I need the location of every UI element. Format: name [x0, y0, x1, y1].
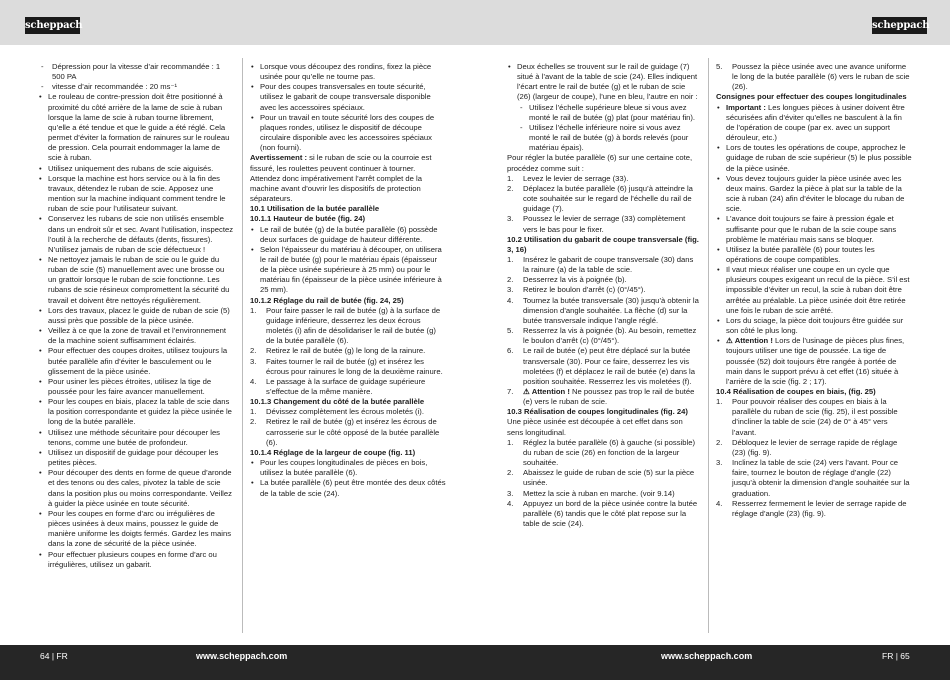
attention-label: ⚠ Attention ! [523, 387, 570, 396]
list-item: • Pour les coupes en forme d’arc ou irrégulières de pièces usinées à deux mains, poussez le guide de manière uniforme les doigts fermés. Gardez les mains dans la zone de sécurité de la pièce usinée. [38, 509, 234, 550]
list-item: • Vous devez toujours guider la pièce usinée avec les deux mains. Gardez la pièce à plat sur la table de la scie à ruban (24) afin d’éviter le blocage du ruban de scie. [716, 174, 912, 215]
section-heading-10-3: 10.3 Réalisation de coupes longitudinales (fig. 24) [507, 407, 688, 417]
section-heading-10-1-2: 10.1.2 Réglage du rail de butée (fig. 24, 25) [250, 295, 404, 305]
list-item: • Utilisez un dispositif de guidage pour découper les petites pièces. [38, 448, 234, 468]
numbered-list [507, 174, 700, 235]
list-item: • Lorsque vous découpez des rondins, fixez la pièce usinée pour qu’elle ne tourne pas. [250, 62, 446, 82]
list-item: 2. Retirez le rail de butée (g) le long de la rainure. [250, 346, 426, 356]
list-item: 3. Inclinez la table de scie (24) vers l’avant. Pour ce faire, tournez le bouton de réglage d’angle (22) jusqu’à obtenir la dimension d’angle souhaitée sur la graduation. [716, 458, 910, 498]
column-3 [507, 62, 700, 529]
section-heading-10-1-1: 10.1.1 Hauteur de butée (fig. 24) [250, 214, 366, 224]
list-item: • Lors du sciage, la pièce doit toujours être guidée sur son côté le plus long. [716, 316, 912, 336]
list-item: 3. Retirez le boulon d’arrêt (c) (0°/45°). [507, 285, 646, 295]
list-item: • Pour effectuer plusieurs coupes en forme d’arc ou irrégulières, utilisez un gabarit. [38, 550, 234, 570]
numbered-list [250, 407, 446, 448]
column-divider [708, 58, 709, 633]
column-4 [716, 62, 912, 519]
list-item: • Deux échelles se trouvent sur le rail de guidage (7) situé à l’avant de la table de scie (24). Elles indiquent l’écart entre le rail de butée (g) et le ruban de scie (26) (largeur de coupe), l’une en bleu, l’autre en noir : [507, 62, 700, 103]
list-item: • Pour un travail en toute sécurité lors des coupes de plaques rondes, utilisez le dispositif de découpe circulaire disponible avec les accessoires spéciaux (non fourni). [250, 113, 446, 154]
section-heading-long-cuts: Consignes pour effectuer des coupes longitudinales [716, 92, 907, 102]
list-item: 2. Desserrez la vis à poignée (b). [507, 275, 627, 285]
list-item: • Lors de toutes les opérations de coupe, approchez le guidage de ruban de scie supérieur (5) le plus possible de la pièce usinée. [716, 143, 912, 173]
list-item: 4. Le passage à la surface de guidage supérieure s’effectue de la même manière. [250, 376, 426, 396]
list-item: • Selon l’épaisseur du matériau à découper, on utilisera le rail de butée (g) pour le matériau épais (épaisseur de la pièce usinée supérieure à 25 mm) ou pour le matériau fin (épaisseur de la pièce usinée inférieure à 25 mm). [250, 245, 446, 296]
list-item: • Pour les coupes longitudinales de pièces en bois, utilisez la butée parallèle (6). [250, 458, 446, 478]
bullet-list [250, 458, 446, 499]
header-bar [0, 0, 950, 45]
attention-label: ⚠ Attention ! [726, 336, 773, 346]
list-item: 7. ⚠ Attention ! Ne poussez pas trop le rail de butée (e) vers le ruban de scie. [507, 387, 695, 407]
list-item: • Pour les coupes en biais, placez la table de scie dans la position correspondante et guidez la pièce usinée le long de la butée parallèle. [38, 397, 234, 427]
section-heading-10-4: 10.4 Réalisation de coupes en biais, (fig. 25) [716, 387, 876, 396]
list-item: • Le rouleau de contre-pression doit être positionné à proximité du côté arrière de la lame de scie à ruban lorsque la lame de scie à ruban tourne librement, qu’elle a été tendue et que le guide a été réglé. Cela permet d’éviter la formation de rainures sur le rouleau de pression. Cela pourrait endommager la lame de scie à ruban. [38, 92, 234, 163]
list-item: 3. Mettez la scie à ruban en marche. (voir 9.14) [507, 488, 675, 498]
list-item: • Pour usiner les pièces étroites, utilisez la tige de poussée pour les faire avancer manuellement. [38, 377, 234, 397]
list-item: 4. Tournez la butée transversale (30) jusqu’à obtenir la dimension d’angle souhaitée. La flèche (d) sur la butée transversale indique l’angle réglé. [507, 295, 699, 325]
list-item: • Veillez à ce que la zone de travail et l’environnement de la machine soient suffisamment éclairés. [38, 326, 234, 346]
list-item: • Utilisez une méthode sécuritaire pour découper les tenons, comme une butée de profondeur. [38, 428, 234, 448]
list-item: • Conservez les rubans de scie non utilisés ensemble dans un endroit sûr et sec. Avant l’utilisation, inspectez l’outil à la recherche de défauts (dents, fissures). N’utilisez jamais de ruban de scie défectueux ! [38, 214, 234, 255]
list-item: • ⚠ Attention ! Lors de l’usinage de pièces plus fines, toujours utiliser une tige de poussée. La tige de poussée (52) doit toujours être rangée à portée de main dans le support prévu à cet effet (16) située à l’arrière de la scie (fig. 2 ; 17). [716, 336, 912, 387]
page-number-right: FR | 65 [882, 651, 910, 661]
column-2 [250, 62, 446, 499]
list-item: • Lors des travaux, placez le guide de ruban de scie (5) aussi près que possible de la pièce usinée. [38, 306, 234, 326]
scheppach-logo-right: scheppach [872, 17, 927, 34]
list-item: 3. Faites tourner le rail de butée (g) et insérez les écrous pour rainures le long de la deuxième rainure. [250, 356, 443, 376]
section-heading-10-2: 10.2 Utilisation du gabarit de coupe transversale (fig. 3, 16) [507, 234, 699, 254]
list-item: 5. Poussez la pièce usinée avec une avance uniforme le long de la butée parallèle (6) vers le ruban de scie (26). [716, 62, 910, 92]
list-item: 1. Insérez le gabarit de coupe transversale (30) dans la rainure (a) de la table de scie. [507, 254, 694, 275]
list-item: 2. Abaissez le guide de ruban de scie (5) sur la pièce usinée. [507, 468, 695, 488]
warning-label: Avertissement : [250, 153, 308, 163]
dash-list [507, 103, 700, 154]
numbered-list [716, 62, 912, 92]
numbered-list [716, 397, 912, 519]
paragraph: Pour régler la butée parallèle (6) sur une certaine cote, procédez comme suit : [507, 153, 693, 173]
list-item: - Utilisez l’échelle supérieure bleue si vous avez monté le rail de butée (g) plat (pour matériau fin). [517, 103, 700, 123]
list-item: • Pour des coupes transversales en toute sécurité, utilisez le gabarit de coupe transversale disponible avec les accessoires spéciaux. [250, 82, 446, 112]
dash-list [38, 62, 234, 92]
list-item: 1. Levez le levier de serrage (33). [507, 173, 629, 183]
list-item: 2. Retirez le rail de butée (g) et insérez les écrous de carrosserie sur le côté opposé de la butée parallèle (6). [250, 417, 440, 447]
bullet-list [507, 62, 700, 103]
list-item: • Il vaut mieux réaliser une coupe en un cycle que plusieurs coupes exigeant un recul de la pièce. S’il est impossible d’éviter un recul, la scie à ruban doit être arrêtée au préalable. La pièce usinée doit être retirée une fois le ruban de scie arrêté. [716, 265, 912, 316]
paragraph: Une pièce usinée est découpée à cet effet dans son sens longitudinal. [507, 417, 683, 437]
list-item: 2. Déplacez la butée parallèle (6) jusqu’à atteindre la cote souhaitée sur le regard de l’échelle du rail de guidage (7). [507, 183, 693, 214]
numbered-list [250, 306, 446, 397]
footer-bar [0, 645, 950, 680]
bullet-list [250, 62, 446, 153]
important-label: Important : [726, 102, 766, 112]
list-item: 4. Appuyez un bord de la pièce usinée contre la butée parallèle (6) tandis que le côté plat repose sur la table de scie (24). [507, 498, 698, 529]
numbered-list [507, 255, 700, 407]
list-item: • Lorsque la machine est hors service ou à la fin des travaux, détendez le ruban de scie. Apposez une mention sur la machine indiquant comment tendre le ruban de scie pour l’utilisateur suivant. [38, 174, 234, 215]
list-item: • Ne nettoyez jamais le ruban de scie ou le guide du ruban de scie (5) manuellement avec une brosse ou un grattoir lorsque le ruban de scie fonctionne. Les rubans de scie résineux compromettent la sécurité du travail et doivent être nettoyés régulièrement. [38, 255, 234, 306]
list-item: 1. Pour faire passer le rail de butée (g) à la surface de guidage inférieure, desserrez les deux écrous moletés (i) afin de désolidariser le rail de butée (g) de la butée parallèle (6). [250, 305, 441, 346]
list-item: 6. Le rail de butée (e) peut être déplacé sur la butée transversale (30). Pour ce faire, desserrez les vis moletées (f) et déplacez le rail de butée (e) dans la position souhaitée. Resserrez les vis moletées (f). [507, 346, 696, 386]
list-item: • Pour effectuer des coupes droites, utilisez toujours la butée parallèle afin d’éviter le basculement ou le glissement de la pièce usinée. [38, 346, 234, 376]
list-item: 5. Resserrez la vis à poignée (b). Au besoin, remettez le boulon d’arrêt (c) (0°/45°). [507, 326, 697, 346]
numbered-list [507, 438, 700, 529]
list-item: • Utilisez la butée parallèle (6) pour toutes les opérations de coupe compatibles. [716, 245, 912, 265]
list-item: - Dépression pour la vitesse d’air recommandée : 1 500 PA [38, 62, 234, 82]
scheppach-logo-left: scheppach [25, 17, 80, 34]
list-item: 3. Poussez le levier de serrage (33) complètement vers le bas pour le fixer. [507, 214, 686, 234]
warning-paragraph [250, 153, 446, 204]
list-item: - Utilisez l’échelle inférieure noire si vous avez monté le rail de butée (g) à bords relevés (pour matériau épais). [517, 123, 700, 153]
website-link-left[interactable]: www.scheppach.com [196, 651, 288, 661]
list-item: • La butée parallèle (6) peut être montée des deux côtés de la table de scie (24). [250, 478, 446, 498]
list-item: 1. Réglez la butée parallèle (6) à gauche (si possible) du ruban de scie (26) en fonction de la largeur souhaitée. [507, 437, 696, 468]
list-item: • Utilisez uniquement des rubans de scie aiguisés. [38, 164, 234, 174]
bullet-list [38, 92, 234, 569]
list-item: 2. Débloquez le levier de serrage rapide de réglage (23) (fig. 9). [716, 437, 898, 457]
list-item: 1. Dévissez complètement les écrous moletés (i). [250, 407, 424, 417]
column-divider [242, 58, 243, 633]
bullet-list [250, 225, 446, 296]
list-item: • Pour découper des dents en forme de queue d’aronde et des tenons ou des cales, pivotez la table de scie dans la position plus ou moins correspondante. Veillez à guider la pièce usinée en toute sécurité. [38, 468, 234, 509]
list-item: - vitesse d’air recommandée : 20 ms⁻¹ [38, 82, 234, 92]
column-1 [38, 62, 234, 570]
section-heading-10-1: 10.1 Utilisation de la butée parallèle [250, 204, 380, 214]
list-item: 4. Resserrez fermement le levier de serrage rapide de réglage d’angle (23) (fig. 9). [716, 498, 907, 518]
page-number-left: 64 | FR [40, 651, 68, 661]
list-item: • Important : Les longues pièces à usiner doivent être sécurisées afin d’éviter qu’elles ne basculent à la fin de l’opération de coupe (par ex. avec un support dérouleur, etc.) [716, 103, 912, 144]
list-item: • L’avance doit toujours se faire à pression égale et suffisante pour que le ruban de la scie coupe sans problème le matériau mais sans se bloquer. [716, 214, 912, 244]
bullet-list [716, 103, 912, 387]
list-item: 1. Pour pouvoir réaliser des coupes en biais à la parallèle du ruban de scie (fig. 25), il est possible d’incliner la table de scie (24) de 0° à 45° vers l’avant. [716, 397, 898, 437]
list-item: • Le rail de butée (g) de la butée parallèle (6) possède deux surfaces de guidage de hauteur différente. [250, 225, 446, 245]
section-heading-10-1-3: 10.1.3 Changement du côté de la butée parallèle [250, 397, 425, 407]
warning-text: si le ruban de scie ou la courroie est fissuré, les roulettes peuvent continuer à tourner. Attendez donc impérativement l’arrêt complet de la machine avant d’ouvrir les dispositifs de protection séparateurs. [250, 153, 432, 204]
website-link-right[interactable]: www.scheppach.com [661, 651, 753, 661]
section-heading-10-1-4: 10.1.4 Réglage de la largeur de coupe (fig. 11) [250, 447, 416, 457]
